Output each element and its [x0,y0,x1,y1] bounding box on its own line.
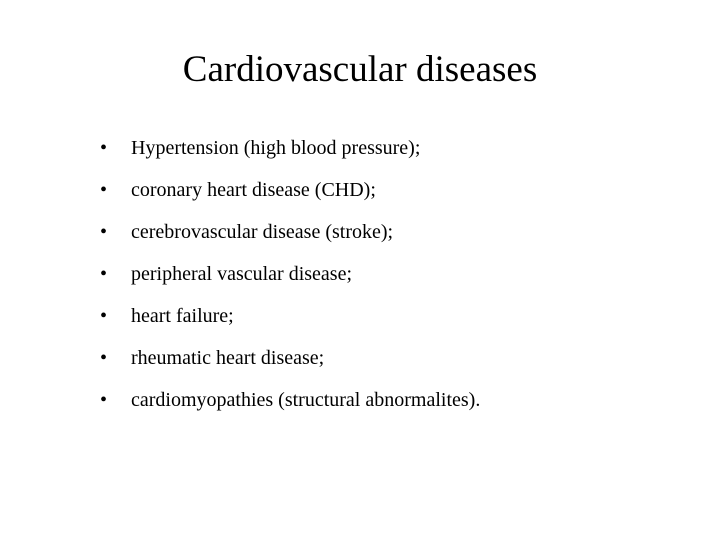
bullet-icon: • [100,347,108,369]
list-item-text: cardiomyopathies (structural abnormalites). [131,389,481,411]
bullet-icon: • [100,221,108,243]
list-item [100,130,480,172]
list-item-text: coronary heart disease (CHD); [131,179,376,201]
bullet-icon: • [100,137,108,159]
list-item-text: rheumatic heart disease; [131,347,325,369]
list-item [100,172,480,214]
slide-title: Cardiovascular diseases [182,49,538,90]
list-item-text: peripheral vascular disease; [131,263,353,285]
list-item-text: Hypertension (high blood pressure); [131,137,421,159]
list-item [100,298,480,340]
list-item [100,340,480,382]
bullet-icon: • [100,305,108,327]
list-item-text: heart failure; [131,305,234,327]
list-item [100,256,480,298]
bullet-icon: • [100,179,108,201]
bullet-icon: • [100,263,108,285]
bullet-icon: • [100,389,108,411]
list-item-text: cerebrovascular disease (stroke); [131,221,394,243]
list-item [100,214,480,256]
list-item [100,382,480,424]
bullet-list [100,130,480,424]
